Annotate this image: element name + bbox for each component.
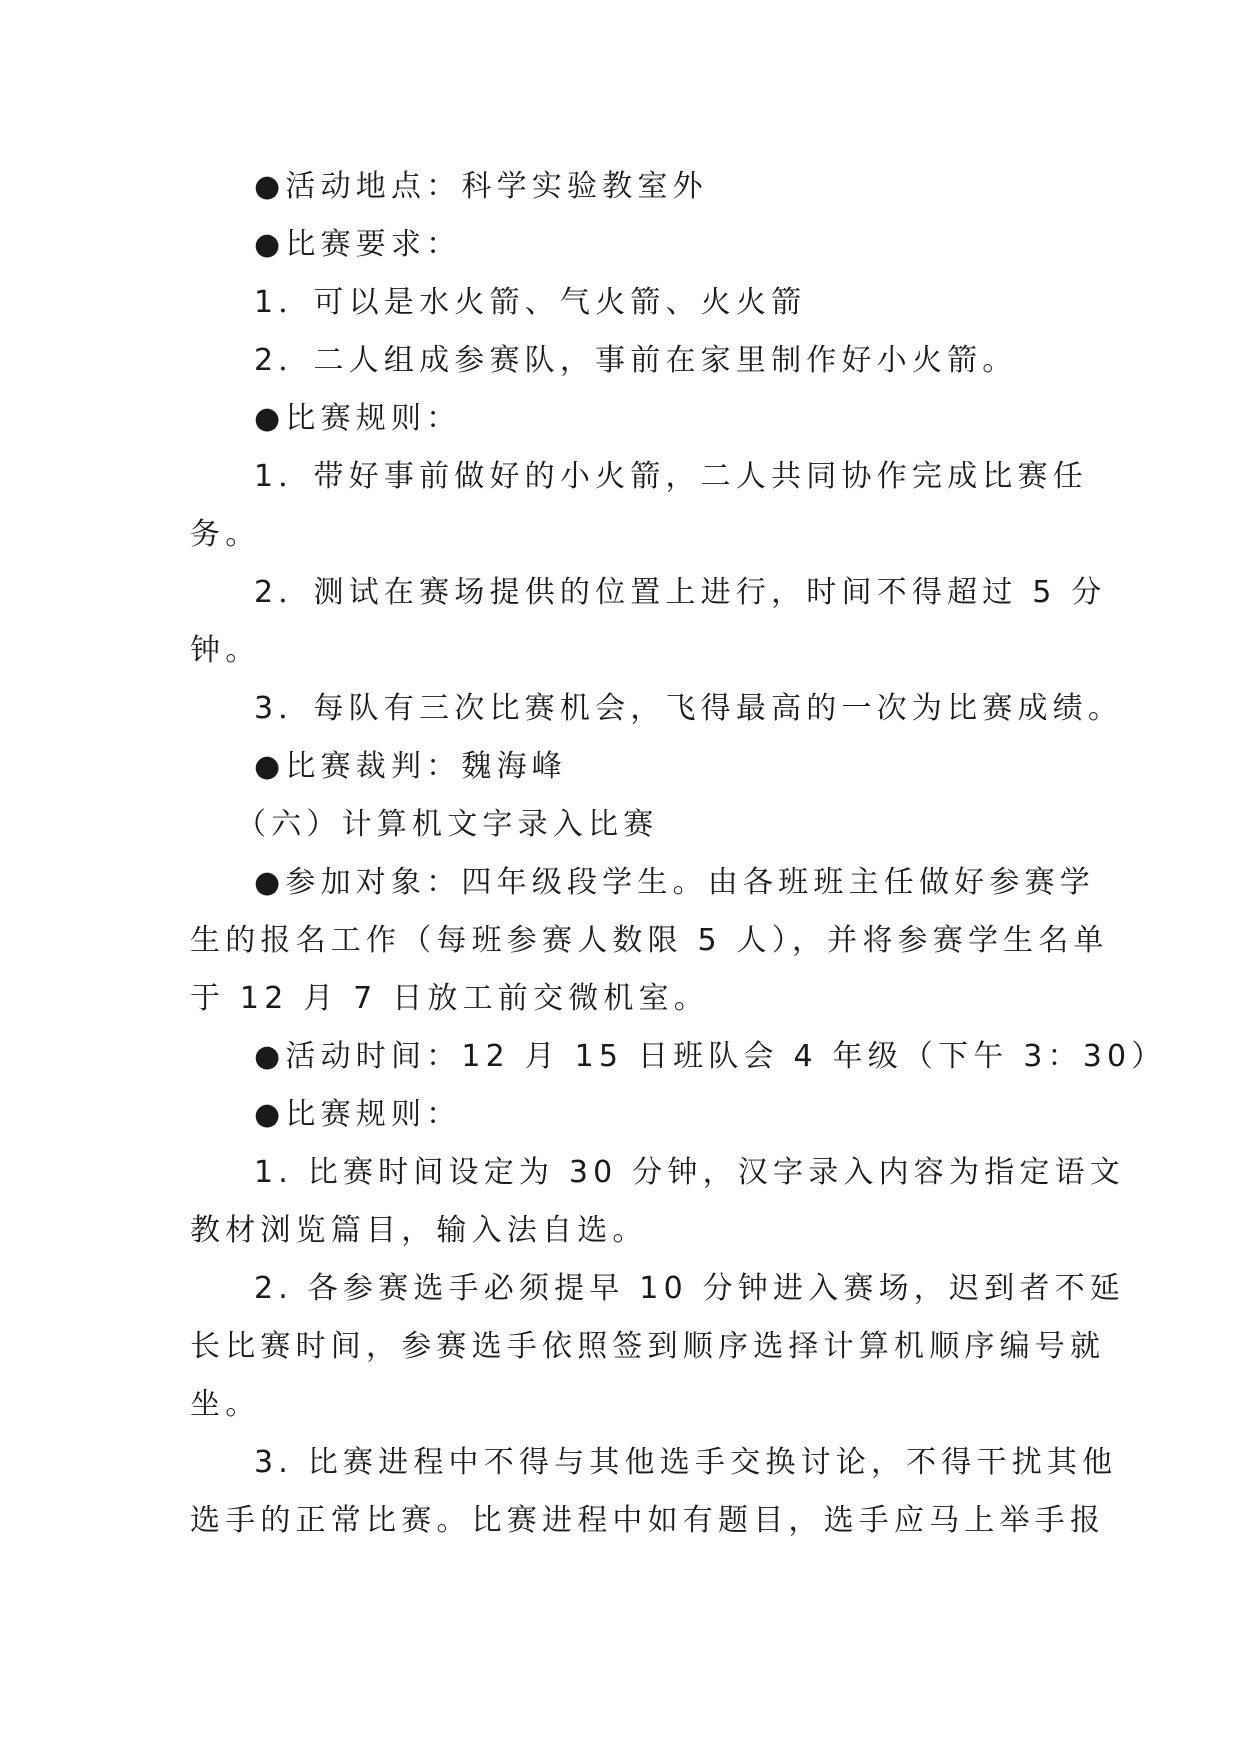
requirement-item-1: 1．可以是水火箭、气火箭、火火箭	[254, 285, 807, 320]
typing-rule-1: 1. 比赛时间设定为 30 分钟，汉字录入内容为指定语文	[254, 1155, 1126, 1190]
typing-rule-3-cont: 选手的正常比赛。比赛进程中如有题目，选手应马上举手报	[190, 1503, 1106, 1538]
participants-line-cont-1: 生的报名工作（每班参赛人数限 5 人），并将参赛学生名单	[190, 923, 1109, 958]
typing-rule-1-cont: 教材浏览篇目，输入法自选。	[190, 1213, 648, 1248]
location-line: ●活动地点：科学实验教室外	[254, 169, 708, 204]
rules-heading-2: ●比赛规则：	[254, 1097, 462, 1132]
document-body	[190, 158, 1167, 1550]
activity-time-line: ●活动时间：12 月 15 日班队会 4 年级（下午 3：30）	[254, 1039, 1167, 1074]
section-heading: （六）计算机文字录入比赛	[236, 807, 659, 842]
typing-rule-2-cont-1: 长比赛时间，参赛选手依照签到顺序选择计算机顺序编号就	[190, 1329, 1106, 1364]
participants-line: ●参加对象：四年级段学生。由各班班主任做好参赛学	[254, 865, 1095, 900]
typing-rule-2-cont-2: 坐。	[190, 1387, 261, 1422]
rule-item-2: 2．测试在赛场提供的位置上进行，时间不得超过 5 分	[254, 575, 1107, 610]
typing-rule-2: 2. 各参赛选手必须提早 10 分钟进入赛场，迟到者不延	[254, 1271, 1126, 1306]
requirements-heading: ●比赛要求：	[254, 227, 462, 262]
typing-rule-3: 3. 比赛进程中不得与其他选手交换讨论，不得干扰其他	[254, 1445, 1118, 1480]
referee-line: ●比赛裁判：魏海峰	[254, 749, 567, 784]
requirement-item-2: 2．二人组成参赛队，事前在家里制作好小火箭。	[254, 343, 1018, 378]
rule-item-1: 1．带好事前做好的小火箭，二人共同协作完成比赛任	[254, 459, 1088, 494]
rule-item-2-cont: 钟。	[190, 633, 261, 668]
participants-line-cont-2: 于 12 月 7 日放工前交微机室。	[190, 981, 710, 1016]
rule-item-3: 3．每队有三次比赛机会，飞得最高的一次为比赛成绩。	[254, 691, 1124, 726]
rule-item-1-cont: 务。	[190, 517, 261, 552]
rules-heading: ●比赛规则：	[254, 401, 462, 436]
